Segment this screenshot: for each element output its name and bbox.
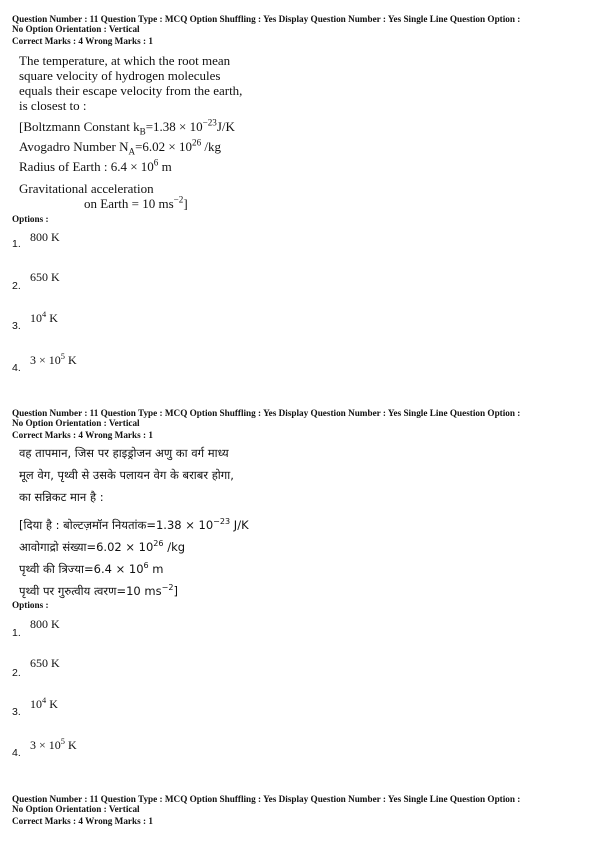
option-number: 1. bbox=[12, 238, 21, 250]
header-line-1: Question Number : 11 Question Type : MCQ Option Shuffling : Yes Display Question Number : Yes Single Line Question Option : bbox=[12, 14, 521, 24]
header-line-2: No Option Orientation : Vertical bbox=[12, 418, 140, 428]
option-1[interactable]: 800 K bbox=[30, 617, 60, 631]
question-line: मूल वेग, पृथ्वी से उसके पलायन वेग के बराबर होगा, bbox=[19, 468, 234, 482]
option-4[interactable]: $3 \times 10^5$ K bbox=[30, 352, 77, 367]
avogadro-number: Avogadro Number $N_A=6.02 \times 10^{26}$ /kg bbox=[19, 137, 221, 157]
option-number: 2. bbox=[12, 667, 21, 679]
marks-line: Correct Marks : 4 Wrong Marks : 1 bbox=[12, 430, 153, 440]
options-label: Options : bbox=[12, 600, 49, 610]
option-number: 3. bbox=[12, 706, 21, 718]
boltzmann-constant: [Boltzmann Constant $k_B=1.38 \times 10^{-23}J/K$ bbox=[19, 117, 235, 137]
boltzmann-constant: [दिया है : बोल्टज़मॉन नियतांक=1.38 × $10^{-23}$ J/K bbox=[19, 517, 249, 532]
header-line-1: Question Number : 11 Question Type : MCQ Option Shuffling : Yes Display Question Number : Yes Single Line Question Option : bbox=[12, 794, 521, 804]
option-number: 4. bbox=[12, 747, 21, 759]
question-line: is closest to : bbox=[19, 98, 87, 113]
header-line-1: Question Number : 11 Question Type : MCQ Option Shuffling : Yes Display Question Number : Yes Single Line Question Option : bbox=[12, 408, 521, 418]
question-header-2 bbox=[12, 408, 587, 440]
marks-line: Correct Marks : 4 Wrong Marks : 1 bbox=[12, 816, 153, 826]
options-label: Options : bbox=[12, 214, 49, 224]
option-1[interactable]: 800 K bbox=[30, 230, 60, 244]
marks-line: Correct Marks : 4 Wrong Marks : 1 bbox=[12, 36, 153, 46]
radius-of-earth: Radius of Earth : $6.4 \times 10^6$ m bbox=[19, 157, 172, 174]
option-3[interactable]: $10^4$ K bbox=[30, 310, 58, 325]
option-number: 3. bbox=[12, 320, 21, 332]
question-line: The temperature, at which the root mean bbox=[19, 53, 231, 68]
radius-of-earth: पृथ्वी की त्रिज्या=6.4 × $10^6$ m bbox=[19, 561, 164, 576]
question-line: square velocity of hydrogen molecules bbox=[19, 68, 221, 83]
gravitational-acceleration: Gravitational acceleration bbox=[19, 181, 154, 196]
question-line: equals their escape velocity from the earth, bbox=[19, 83, 243, 98]
header-line-2: No Option Orientation : Vertical bbox=[12, 804, 140, 814]
header-line-2: No Option Orientation : Vertical bbox=[12, 24, 140, 34]
option-2[interactable]: 650 K bbox=[30, 656, 60, 670]
option-3[interactable]: $10^4$ K bbox=[30, 696, 58, 711]
option-number: 2. bbox=[12, 280, 21, 292]
avogadro-number: आवोगाद्रो संख्या=6.02 × $10^{26}$ /kg bbox=[19, 539, 186, 554]
option-number: 4. bbox=[12, 362, 21, 374]
option-2[interactable]: 650 K bbox=[30, 270, 60, 284]
gravitational-acceleration: पृथ्वी पर गुरुत्वीय त्वरण=10 $ms^{-2}$] bbox=[19, 583, 178, 598]
option-number: 1. bbox=[12, 627, 21, 639]
question-text-english bbox=[19, 53, 242, 211]
question-header-3 bbox=[12, 794, 587, 826]
question-line: वह तापमान, जिस पर हाइड्रोजन अणु का वर्ग माध्य bbox=[19, 446, 229, 460]
question-text-hindi bbox=[19, 442, 249, 602]
gravitational-acceleration-value: on Earth = 10 $ms^{-2}$] bbox=[84, 194, 188, 211]
question-line: का सन्निकट मान है : bbox=[19, 490, 104, 504]
question-header-1 bbox=[12, 14, 587, 46]
option-4[interactable]: $3 \times 10^5$ K bbox=[30, 737, 77, 752]
